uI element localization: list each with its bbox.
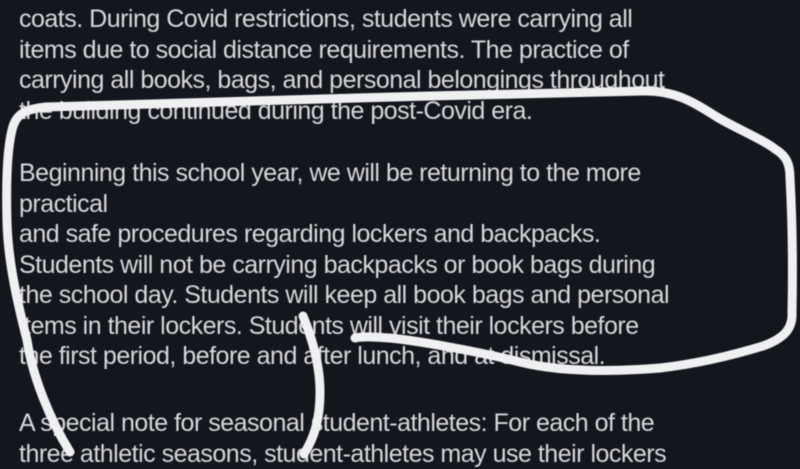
text-line: carrying all books, bags, and personal belongings throughout: [19, 65, 664, 96]
text-line: A special note for seasonal student-athletes: For each of the: [19, 408, 666, 439]
paragraph-covid-practice: [19, 4, 664, 126]
text-line: coats. During Covid restrictions, students were carrying all: [19, 4, 664, 35]
text-line: items due to social distance requirements. The practice of: [19, 35, 664, 66]
paragraph-student-athletes: [19, 408, 666, 469]
text-line: items in their lockers. Students will visit their lockers before: [19, 311, 669, 342]
text-line: the first period, before and after lunch, and at dismissal.: [19, 341, 669, 372]
text-line: the building continued during the post-Covid era.: [19, 96, 664, 127]
text-line: Beginning this school year, we will be returning to the more: [19, 158, 669, 189]
paragraph-new-locker-policy: [19, 158, 669, 372]
text-line: Students will not be carrying backpacks or book bags during: [19, 250, 669, 281]
text-line: the school day. Students will keep all book bags and personal: [19, 280, 669, 311]
text-line: and safe procedures regarding lockers and backpacks.: [19, 219, 669, 250]
text-line: three athletic seasons, student-athletes may use their lockers: [19, 439, 666, 469]
text-line: practical: [19, 189, 669, 220]
